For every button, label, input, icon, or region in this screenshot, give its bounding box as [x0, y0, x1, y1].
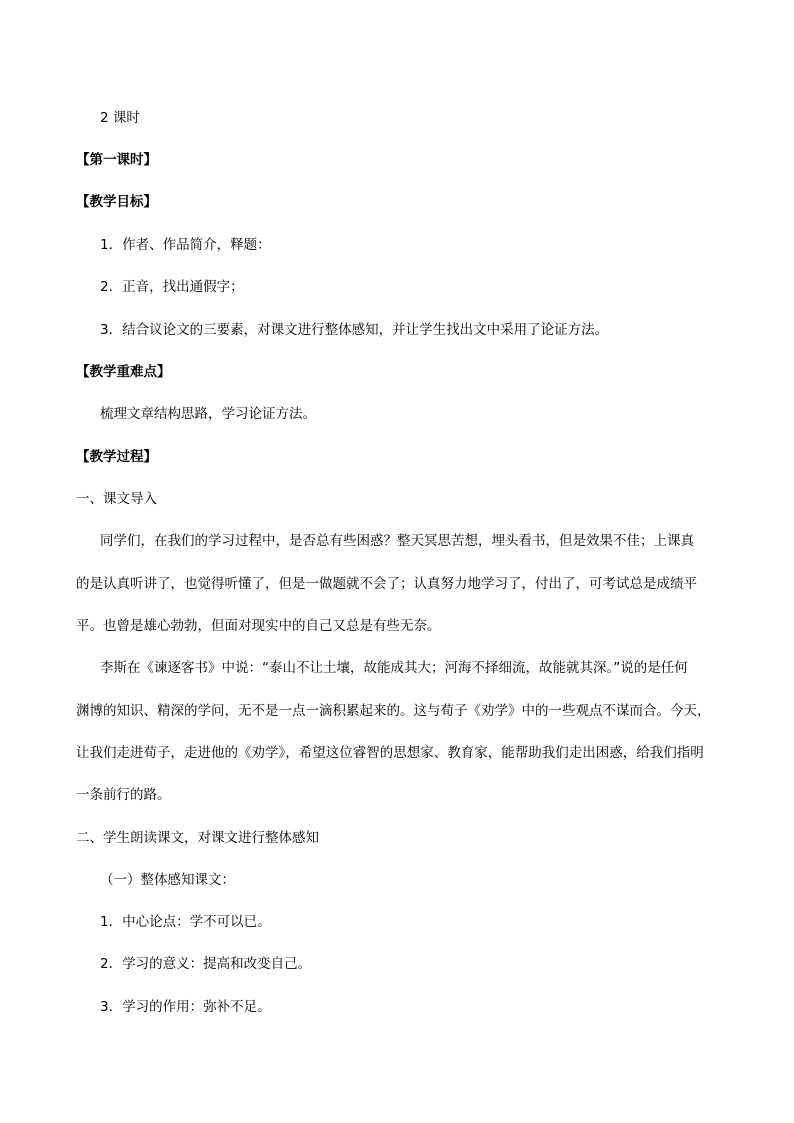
- subsection-title: （一）整体感知课文：: [100, 872, 235, 888]
- quote-paragraph-line-2: 渊博的知识、精深的学问，无不是一点一滴积累起来的。这与荀子《劝学》中的一些观点不谋而合。今天，: [76, 703, 711, 719]
- intro-paragraph-line-2: 的是认真听讲了，也觉得听懂了，但是一做题就不会了；认真努力地学习了，付出了，可考试总是成绩平: [76, 576, 697, 592]
- section-one-title: 一、课文导入: [76, 491, 157, 507]
- first-lesson-heading: 【第一课时】: [76, 152, 157, 168]
- summary-item-3: 3．学习的作用：弥补不足。: [100, 999, 271, 1015]
- process-heading: 【教学过程】: [76, 449, 157, 465]
- class-period-line: 2 课时: [100, 110, 140, 126]
- summary-item-2: 2．学习的意义：提高和改变自己。: [100, 956, 312, 972]
- quote-paragraph-line-1: 李斯在《谏逐客书》中说：“泰山不让土壤，故能成其大；河海不择细流，故能就其深。”说的是任何: [100, 660, 688, 676]
- quote-paragraph-line-4: 一条前行的路。: [76, 787, 171, 803]
- key-points-heading: 【教学重难点】: [76, 364, 171, 380]
- objectives-heading: 【教学目标】: [76, 194, 157, 210]
- summary-item-1: 1．中心论点：学不可以已。: [100, 914, 271, 930]
- quote-paragraph-line-3: 让我们走进荀子，走进他的《劝学》，希望这位睿智的思想家、教育家，能帮助我们走出困惑，给我们指明: [76, 745, 704, 761]
- intro-paragraph-line-3: 平。也曾是雄心勃勃，但面对现实中的自己又总是有些无奈。: [76, 618, 441, 634]
- objective-item-2: 2．正音，找出通假字；: [100, 279, 244, 295]
- objective-item-1: 1．作者、作品简介，释题：: [100, 237, 271, 253]
- intro-paragraph-line-1: 同学们，在我们的学习过程中，是否总有些困惑？整天冥思苦想，埋头看书，但是效果不佳；上课真: [100, 533, 694, 549]
- section-two-title: 二、学生朗读课文，对课文进行整体感知: [76, 830, 319, 846]
- objective-item-3: 3．结合议论文的三要素，对课文进行整体感知，并让学生找出文中采用了论证方法。: [100, 322, 609, 338]
- key-points-text: 梳理文章结构思路，学习论证方法。: [100, 406, 316, 422]
